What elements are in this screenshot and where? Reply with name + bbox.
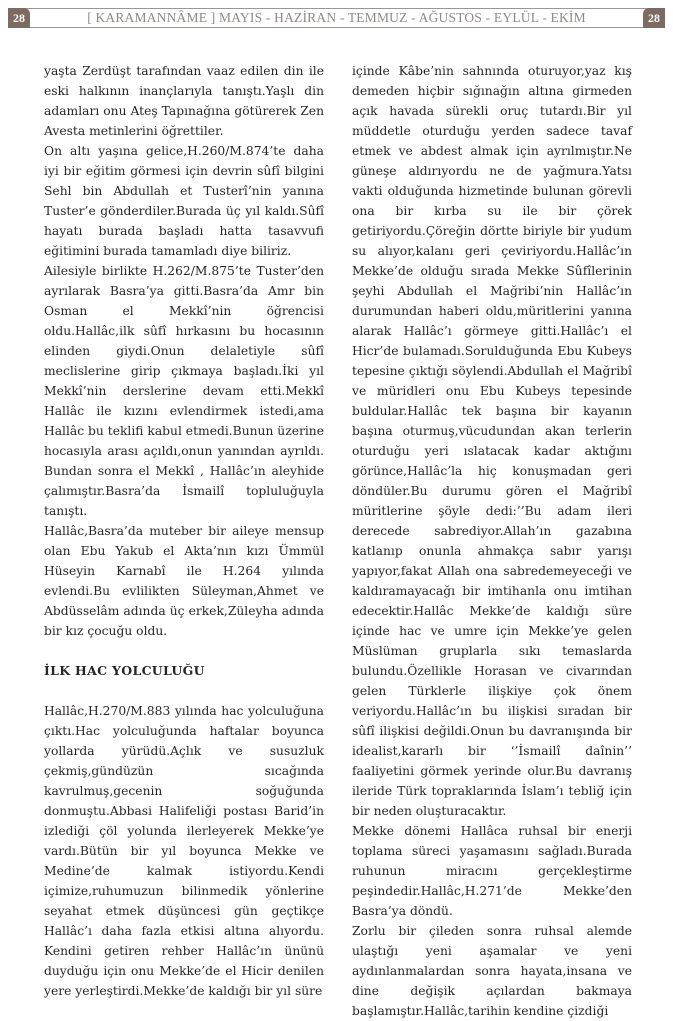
right-column <box>352 61 632 1021</box>
running-header <box>8 8 665 28</box>
body-paragraph: Zorlu bir çileden sonra ruhsal alemde ulaştığı yeni aşamalar ve yeni aydınlanmalardan sonra hayata,insana ve dine değişik açılardan bakmaya başlamıştır.Hallâc,tarihin kendine çizdiği <box>352 924 632 1018</box>
body-paragraph: On altı yaşına gelice,H.260/M.874’te daha iyi bir eğitim görmesi için devrin sûfî bilgini Sehl bin Abdullah et Tusterî’nin yanına Tuster’e gönderdiler.Burada üç yıl kaldı.Sûfî hayatı burada başladı hatta tasavvufi eğitimini burada tamamladı diye biliriz. <box>44 144 324 258</box>
body-paragraph: içinde Kâbe’nin sahnında oturuyor,yaz kış demeden hiçbir sığınağın altına girmeden açık havada sürekli oruç tutardı.Bir yıl müddetle oturduğu yerden sadece tavaf etmek ve abdest almak için ayrılmıştır.Ne güneşe aldırıyordu ne de yağmura.Yatsı vakti olduğunda hizmetinde bulunan görevli ona bir kırba su ile bir çörek getiriyordu.Çöreğin dörtte biriyle bir yudum su alıyor,kalanı geri çeviriyordu.Hallâc’ın Mekke’de olduğu sırada Mekke Sûfîlerinin şeyhi Abdullah el Mağribi’nin Hallâc’ın durumundan haberi oldu,müritlerini yanına alarak Hallâc’ı görmeye gitti.Hallâc’ı el Hicr’de bulamadı.Sorulduğunda Ebu Kubeys tepesine çıktığı söylendi.Abdullah el Mağribî ve müridleri onu Ebu Kubeys tepesinde buldular.Hallâc tek başına bir kayanın başına oturmuş,vücudundan akan terlerin oturduğu yeri ıslatacak kadar aktığını görünce,Hallâc’la hiç konuşmadan geri döndüler.Bu durumu gören el Mağribî müritlerine şöyle dedi:’’Bu adam ileri derecede sabrediyor.Allah’ın gazabına katlanıp onunla ahmakça sabır yarışı yapıyor,fakat Allah ona sabredemeyeceği ve kaldıramayacağı bir imtihanla onu imtihan edecektir.Hallâc Mekke’de kaldığı süre içinde hac ve umre için Mekke’ye gelen Müslüman gruplarla sıkı temaslarda bulundu.Özellikle Horasan ve civarından gelen Türklerle ilişkiye çok önem veriyordu.Hallâc’ın bu ilişkisi sıradan bir sûfî ilişkisi değildi.Onun bu davranışında bir idealist,kararlı bir ‘’İsmailî daînin’’ faaliyetini görmek yerinde olur.Bu davranış ileride Türk topraklarında İslam’ı tebliğ için bir neden oluşturacaktır. <box>352 64 632 818</box>
page-number-left: 28 <box>8 8 30 28</box>
body-paragraph: Mekke dönemi Hallâca ruhsal bir enerji toplama süreci yaşamasını sağladı.Burada ruhunun miracını gerçekleştirme peşindedir.Hallâc,H.271’de Mekke’den Basra’ya döndü. <box>352 824 632 918</box>
body-paragraph: Ailesiyle birlikte H.262/M.875’te Tuster’den ayrılarak Basra’ya gitti.Basra’da Amr bin Osman el Mekkî’nin öğrencisi oldu.Hallâc,ilk sûfî hırkasını bu hocasının elinden giydi.Onun delaletiyle sûfî meclislerine girip çıkmaya başladı.İki yıl Mekkî’nin derslerine devam etti.Mekkî Hallâc ile kızını evlendirmek istedi,ama Hallâc bu teklifi kabul etmedi.Bunun üzerine hocasıyla arası açıldı,onun yanından ayrıldı. Bundan sonra el Mekkî , Hallâc’ın aleyhide çalımıştır.Basra’da İsmailî topluluğuyla tanıştı. <box>44 264 324 518</box>
body-paragraph: Hallâc,Basra’da muteber bir aileye mensup olan Ebu Yakub el Akta’nın kızı Ümmül Hüseyin Karnabî ile H.264 yılında evlendi.Bu evlilikten Süleyman,Ahmet ve Abdüsselâm adında üç erkek,Züleyha adında bir kız çocuğu oldu. <box>44 524 324 638</box>
body-paragraph: yaşta Zerdüşt tarafından vaaz edilen din ile eski halkının inançlarıyla tanıştı.Yaşlı din adamları onu Ateş Tapınağına götürerek Zen Avesta metinlerini öğrettiler. <box>44 64 324 138</box>
section-heading: İLK HAC YOLCULUĞU <box>44 663 205 678</box>
running-header-title: [ KARAMANNÂME ] MAYIS - HAZİRAN - TEMMUZ - AĞUSTOS - EYLÜL - EKİM <box>87 10 586 25</box>
left-column <box>44 61 324 1001</box>
body-paragraph: Hallâc,H.270/M.883 yılında hac yolculuğuna çıktı.Hac yolculuğunda haftalar boyunca yollarda yürüdü.Açlık ve susuzluk çekmiş,gündüzün sıcağında kavrulmuş,gecenin soğuğunda donmuştu.Abbasi Halifeliği postası Barid’in izlediği çöl yolunda ilerleyerek Mekke’ye vardı.Bütün bir yıl boyunca Mekke ve Medine’de kalmak istiyordu.Kendi içimize,ruhumuzun bilinmedik yönlerine seyahat etmek düşüncesi gün geçtikçe Hallâc’ı daha fazla etkisi altına alıyordu. Kendini getiren rehber Hallâc’ın ününü duyduğu için onu Mekke’de el Hicir denilen yere yerleştirdi.Mekke’de kaldığı bir yıl süre <box>44 704 324 998</box>
page-number-right: 28 <box>643 8 665 28</box>
